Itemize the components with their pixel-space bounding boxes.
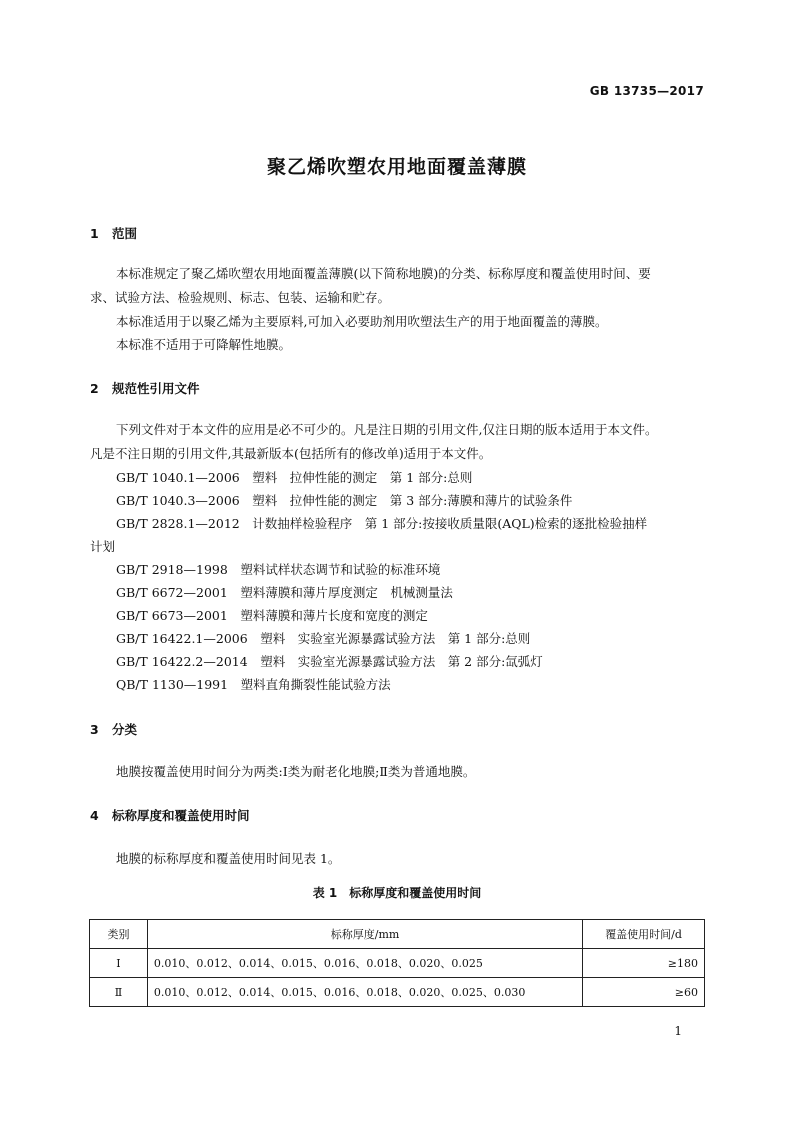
section-4-heading	[90, 806, 250, 824]
section-3-title: 分类	[112, 722, 138, 737]
reference-item: QB/T 1130—1991 塑料直角撕裂性能试验方法	[116, 677, 391, 692]
section-4-title: 标称厚度和覆盖使用时间	[112, 808, 250, 823]
section-4-para-1: 地膜的标称厚度和覆盖使用时间见表 1。	[116, 851, 341, 866]
reference-item: GB/T 2918—1998 塑料试样状态调节和试验的标准环境	[116, 562, 441, 577]
section-2-number: 2	[90, 381, 99, 396]
reference-item: GB/T 1040.3—2006 塑料 拉伸性能的测定 第 3 部分:薄膜和薄片的试验条件	[116, 493, 573, 508]
table-header-duration: 覆盖使用时间/d	[583, 920, 705, 949]
section-1-title: 范围	[112, 226, 138, 241]
section-2-title: 规范性引用文件	[112, 381, 200, 396]
table-caption: 表 1 标称厚度和覆盖使用时间	[312, 886, 482, 900]
standard-code: GB 13735—2017	[589, 84, 704, 98]
table-row	[90, 978, 705, 1007]
section-1-heading	[90, 224, 137, 242]
section-4-number: 4	[90, 808, 99, 823]
section-2-para-1-line-1: 下列文件对于本文件的应用是必不可少的。凡是注日期的引用文件,仅注日期的版本适用于本文件。	[116, 422, 658, 437]
table-header-row	[90, 920, 705, 949]
page-number: 1	[674, 1024, 682, 1038]
table-cell-category: Ⅱ	[90, 978, 148, 1007]
table-cell-duration: ≥60	[583, 978, 705, 1007]
reference-item: GB/T 6673—2001 塑料薄膜和薄片长度和宽度的测定	[116, 608, 428, 623]
section-3-number: 3	[90, 722, 99, 737]
section-1-para-1-line-1: 本标准规定了聚乙烯吹塑农用地面覆盖薄膜(以下简称地膜)的分类、标称厚度和覆盖使用时间、要	[116, 266, 651, 281]
document-title: 聚乙烯吹塑农用地面覆盖薄膜	[266, 156, 527, 178]
section-3-para-1: 地膜按覆盖使用时间分为两类:Ⅰ类为耐老化地膜;Ⅱ类为普通地膜。	[116, 764, 476, 779]
table-cell-duration: ≥180	[583, 949, 705, 978]
section-1-para-1-line-2: 求、试验方法、检验规则、标志、包装、运输和贮存。	[90, 290, 391, 305]
section-2-heading	[90, 379, 200, 397]
thickness-duration-table	[89, 919, 705, 1007]
table-cell-category: Ⅰ	[90, 949, 148, 978]
section-1-para-3: 本标准不适用于可降解性地膜。	[116, 337, 292, 352]
reference-item: GB/T 16422.2—2014 塑料 实验室光源暴露试验方法 第 2 部分:氙弧灯	[116, 654, 543, 669]
reference-item-continuation: 计划	[90, 539, 116, 554]
section-1-number: 1	[90, 226, 99, 241]
reference-item: GB/T 16422.1—2006 塑料 实验室光源暴露试验方法 第 1 部分:总则	[116, 631, 531, 646]
reference-item: GB/T 2828.1—2012 计数抽样检验程序 第 1 部分:按接收质量限(AQL)检索的逐批检验抽样	[116, 516, 648, 531]
section-2-para-1-line-2: 凡是不注日期的引用文件,其最新版本(包括所有的修改单)适用于本文件。	[90, 446, 492, 461]
reference-item: GB/T 1040.1—2006 塑料 拉伸性能的测定 第 1 部分:总则	[116, 470, 473, 485]
table-cell-thickness: 0.010、0.012、0.014、0.015、0.016、0.018、0.020、0.025、0.030	[147, 978, 582, 1007]
table-header-thickness: 标称厚度/mm	[147, 920, 582, 949]
reference-item: GB/T 6672—2001 塑料薄膜和薄片厚度测定 机械测量法	[116, 585, 453, 600]
table-header-category: 类别	[90, 920, 148, 949]
table-cell-thickness: 0.010、0.012、0.014、0.015、0.016、0.018、0.020、0.025	[147, 949, 582, 978]
section-3-heading	[90, 720, 137, 738]
table-row	[90, 949, 705, 978]
section-1-para-2: 本标准适用于以聚乙烯为主要原料,可加入必要助剂用吹塑法生产的用于地面覆盖的薄膜。	[116, 314, 608, 329]
